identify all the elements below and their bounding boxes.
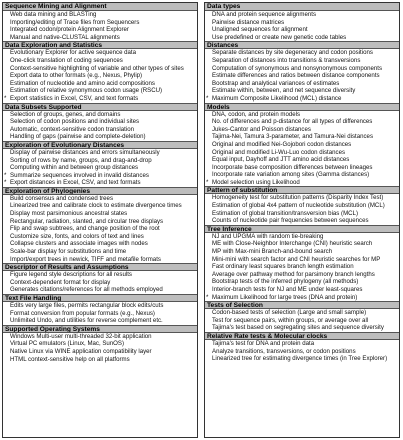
feature-item: Test for sequence pairs, within groups, or average over all bbox=[212, 316, 369, 324]
feature-item: Original and modified Nei-Gojobori codon distances bbox=[212, 140, 352, 148]
section-pattern-of-substitution bbox=[205, 186, 399, 224]
new-feature-item: * Maximum Composite Likelihood (MCL) distance bbox=[205, 95, 399, 103]
section-models bbox=[205, 103, 399, 187]
section-header: Tests of Selection bbox=[205, 301, 399, 309]
feature-item: Analyze transitions, transversions, or codon positions bbox=[212, 347, 356, 355]
section-data-types bbox=[205, 3, 399, 41]
feature-item: Estimate differences and ratios between distance components bbox=[212, 72, 380, 80]
feature-item: Estimation of global transition/transversion bias (MCL) bbox=[212, 209, 358, 217]
section-tree-inference bbox=[205, 225, 399, 301]
feature-item: Unlimited Undo, and utilities for reverse complement etc. bbox=[10, 317, 163, 325]
feature-item: Incorporate rate variation among sites (Gamma distances) bbox=[212, 171, 370, 179]
section-relative-rate-tests-molecular-clocks bbox=[205, 332, 399, 363]
new-feature-item: * Maximum Likelihood for large trees (DNA and protein) bbox=[205, 294, 399, 302]
feature-item: Bootstrap and analytical variances of estimates bbox=[212, 79, 340, 87]
section-header: Models bbox=[205, 103, 399, 111]
feature-item: Use predefined or create new genetic code tables bbox=[212, 33, 347, 41]
feature-item: Web data mining and BLASTing bbox=[10, 11, 97, 18]
section-exploration-of-phylogenies bbox=[3, 187, 197, 263]
feature-item: Display most parsimonious ancestral states bbox=[10, 210, 128, 218]
section-sequence-mining-and-alignment bbox=[3, 3, 197, 41]
section-exploration-of-evolutionary-distances bbox=[3, 141, 197, 187]
feature-item: Counts of nucleotide pair frequencies between sequences bbox=[212, 217, 369, 225]
section-data-subsets-supported bbox=[3, 103, 197, 141]
feature-item: Collapse clusters and associate images with nodes bbox=[10, 240, 148, 248]
feature-item: Format conversion from popular formats (e.g., Nexus) bbox=[10, 309, 155, 317]
section-header: Pattern of substitution bbox=[205, 186, 399, 194]
feature-item: Codon-based tests of selection (Large and small sample) bbox=[212, 309, 367, 317]
section-header: Data Subsets Supported bbox=[3, 103, 197, 111]
feature-item: Pairwise distance matrices bbox=[212, 18, 285, 26]
feature-item: Tajima's test for DNA and protein data bbox=[212, 339, 315, 347]
feature-item: Unaligned sequences for alignment bbox=[212, 26, 308, 34]
feature-item: Computing within and between group distances bbox=[10, 164, 139, 172]
feature-item: Display of pairwise distances and errors simultaneously bbox=[10, 148, 160, 156]
feature-item: Separation of distances into transitions & transversions bbox=[212, 56, 361, 64]
feature-item: Automatic, context-sensitive codon translation bbox=[10, 125, 134, 133]
feature-item: Evolutionary Explorer for active sequence data bbox=[10, 49, 137, 57]
feature-item: ME with Close-Neighbor Interchange (CNI) heuristic search bbox=[212, 240, 373, 248]
section-header: Exploration of Phylogenies bbox=[3, 187, 197, 195]
feature-item: Equal input, Dayhoff and JTT amino acid distances bbox=[212, 156, 350, 164]
feature-item: Native Linux via WINE application compatibility layer bbox=[10, 347, 152, 355]
section-text-file-handling bbox=[3, 294, 197, 325]
section-header: Relative Rate tests & Molecular clocks bbox=[205, 332, 399, 340]
feature-item: DNA and protein sequence alignments bbox=[212, 11, 316, 18]
section-supported-operating-systems bbox=[3, 325, 197, 363]
feature-item: Manual and native-CLUSTAL alignments bbox=[10, 33, 120, 41]
feature-item: Linearized tree for estimating divergence times (in Tree Explorer) bbox=[212, 355, 388, 363]
feature-item: Handling of gaps (pairwise and complete-deletion) bbox=[10, 133, 146, 141]
feature-item: Selection of groups, genes, and domains bbox=[10, 110, 121, 118]
feature-item: Computation of synonymous and nonsynonymous components bbox=[212, 64, 383, 72]
feature-item: Virtual PC emulators (Linux, Mac, SunOS) bbox=[10, 340, 125, 348]
feature-item: Selection of codon positions and individual sites bbox=[10, 118, 140, 126]
feature-item: DNA, codon, and protein models bbox=[212, 110, 301, 118]
feature-item: Fast ordinary least squares branch length estimation bbox=[212, 263, 354, 271]
feature-item: Integrated codon/protein Alignment Explorer bbox=[10, 26, 129, 34]
feature-item: Export data to other formats (e.g., Nexus, Phylip) bbox=[10, 72, 143, 80]
feature-item: Build consensus and condensed trees bbox=[10, 194, 113, 202]
feature-item: Tajima-Nei, Tamura 3-parameter, and Tamura-Nei distances bbox=[212, 133, 373, 141]
feature-item: Flip and swap subtrees, and change position of the root bbox=[10, 225, 160, 233]
section-tests-of-selection bbox=[205, 301, 399, 332]
right-column bbox=[204, 2, 400, 438]
feature-summary-table bbox=[2, 2, 401, 438]
section-data-exploration-and-statistics bbox=[3, 41, 197, 102]
new-feature-item: * Model selection using Likelihood bbox=[205, 179, 399, 187]
feature-item: Tajima's test based on segregating sites and sequence diversity bbox=[212, 324, 384, 332]
feature-item: Estimation of global 4x4 pattern of nucleotide substitution (MCL) bbox=[212, 202, 385, 210]
left-column bbox=[2, 2, 198, 438]
feature-item: Estimation of relative synonymous codon usage (RSCU) bbox=[10, 87, 163, 95]
section-descriptor-of-results-and-assumptions bbox=[3, 263, 197, 294]
feature-item: Estimate within, between, and net sequence diversity bbox=[212, 87, 356, 95]
feature-item: Average over pathway method for parsimony branch lengths bbox=[212, 270, 375, 278]
section-header: Text File Handling bbox=[3, 294, 197, 302]
feature-item: Edits very large files, permits rectangular block edits/cuts bbox=[10, 302, 164, 309]
feature-item: Linearized tree and calibrate clock to estimate divergence times bbox=[10, 202, 182, 210]
section-distances bbox=[205, 41, 399, 102]
feature-item: One-click translation of coding sequences bbox=[10, 56, 123, 64]
feature-item: Interior-branch tests for NJ and ME under least-squares bbox=[212, 286, 363, 293]
feature-item: HTML context-sensitive help on all platforms bbox=[10, 355, 130, 363]
section-header: Data Exploration and Statistics bbox=[3, 41, 197, 49]
section-header: Supported Operating Systems bbox=[3, 325, 197, 333]
section-header: Distances bbox=[205, 41, 399, 49]
feature-item: Figure legend style descriptions for all results bbox=[10, 271, 132, 279]
feature-item: Context-dependent format for display bbox=[10, 278, 111, 286]
feature-item: MP with Max-mini Branch-and-bound search bbox=[212, 248, 333, 256]
feature-item: Original and modified Li-Wu-Luo codon distances bbox=[212, 148, 346, 156]
feature-item: Sorting of rows by name, groups, and drag-and-drop bbox=[10, 156, 152, 164]
feature-item: Bootstrap tests of the inferred phylogeny (all methods) bbox=[212, 278, 359, 286]
feature-item: Windows Multi-user multi-threaded 32-bit application bbox=[10, 332, 152, 340]
feature-item: Incorporate base composition differences between lineages bbox=[212, 163, 373, 171]
feature-item: Mini-mini with search factor and CNI heuristic searches for MP bbox=[212, 255, 381, 263]
section-header: Descriptor of Results and Assumptions bbox=[3, 263, 197, 271]
section-header: Tree Inference bbox=[205, 225, 399, 233]
section-header: Exploration of Evolutionary Distances bbox=[3, 141, 197, 149]
new-feature-item: * Summarize sequences involved in invalid distances bbox=[3, 172, 197, 180]
feature-item: Generates citations/references for all methods employed bbox=[10, 286, 163, 294]
feature-item: Importing/editing of Trace files from Sequencers bbox=[10, 18, 140, 26]
feature-item: No. of differences and p-distance for all types of differences bbox=[212, 118, 373, 126]
feature-item: Context-sensitive highlighting of variable and other types of sites bbox=[10, 64, 184, 72]
section-header: Data types bbox=[205, 3, 399, 11]
feature-item: Jukes-Cantor and Poisson distances bbox=[212, 125, 311, 133]
new-feature-item: * Export statistics in Excel, CSV, and text formats bbox=[3, 95, 197, 103]
feature-item: Import/export trees in newick, TIFF and metafile formats bbox=[10, 255, 161, 263]
feature-item: Separate distances by site degeneracy and codon positions bbox=[212, 49, 373, 57]
feature-item: Estimation of nucleotide and amino acid compositions bbox=[10, 79, 155, 87]
feature-item: Scale-bar display for substitutions and time bbox=[10, 248, 127, 256]
section-header: Sequence Mining and Alignment bbox=[3, 3, 197, 11]
feature-item: Rectangular, radiation, slanted, and circular tree displays bbox=[10, 217, 164, 225]
feature-item: NJ and UPGMA with random tie-breaking bbox=[212, 232, 324, 240]
feature-item: Customize size, fonts, and colors of text and lines bbox=[10, 232, 144, 240]
feature-item: Homogeneity test for substitution patterns (Disparity Index Test) bbox=[212, 194, 384, 202]
new-feature-item: * Export distances in Excel, CSV, and text formats bbox=[3, 179, 197, 187]
